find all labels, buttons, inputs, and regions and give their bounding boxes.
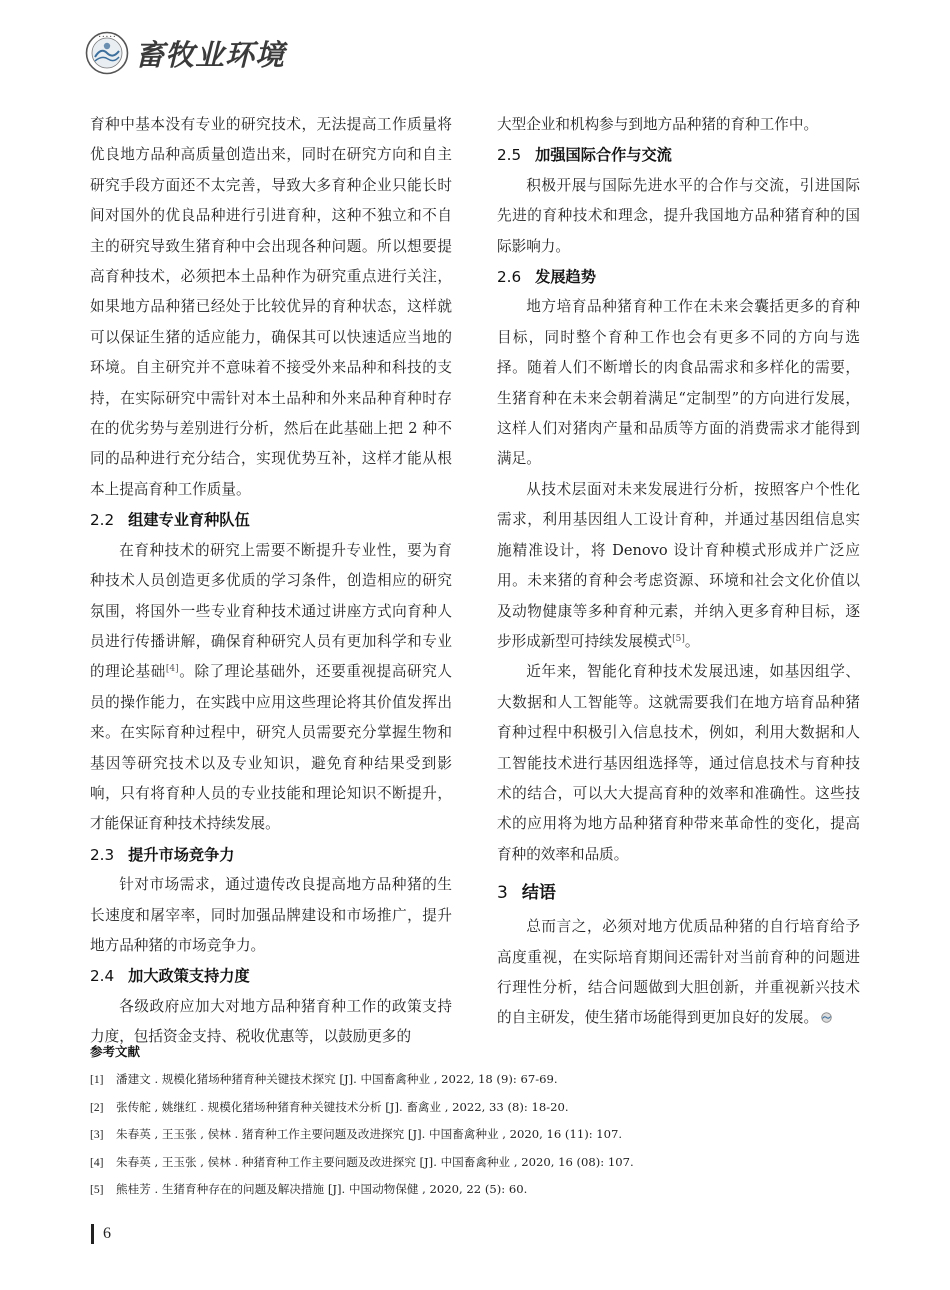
body-paragraph xyxy=(497,171,860,262)
journal-header xyxy=(85,30,285,76)
section-title: 发展趋势 xyxy=(535,268,596,287)
section-title: 结语 xyxy=(521,883,556,904)
reference-text: 熊桂芳 . 生猪育种存在的问题及解决措施 [J]. 中国动物保健 , 2020, 22 (5): 60. xyxy=(116,1182,528,1197)
reference-text: 张传舵 , 姚继红 . 规模化猪场种猪育种关键技术分析 [J]. 畜禽业 , 2022, 33 (8): 18-20. xyxy=(116,1099,569,1114)
body-paragraph xyxy=(497,110,860,140)
reference-item xyxy=(90,1066,870,1094)
paragraph-text: 在育种技术的研究上需要不断提升专业性，要为育种技术人员创造更多优质的学习条件，创造相应的研究氛围，将国外一些专业育种技术通过讲座方式向育种人员进行传播讲解，确保育种研究人员有更加科学和专业的理论基础 xyxy=(90,541,452,681)
paragraph-text: 各级政府应加大对地方品种猪育种工作的政策支持力度，包括资金支持、税收优惠等，以鼓励更多的 xyxy=(90,997,452,1046)
section-number: 2.2 xyxy=(90,511,115,530)
section-number: 2.3 xyxy=(90,845,115,864)
reference-item xyxy=(90,1121,870,1149)
body-paragraph xyxy=(90,110,452,505)
references-section xyxy=(90,1042,870,1204)
reference-item xyxy=(90,1176,870,1204)
paragraph-text: 大型企业和机构参与到地方品种猪的育种工作中。 xyxy=(497,116,819,133)
section-number: 2.6 xyxy=(497,268,522,287)
citation-marker[interactable]: [5] xyxy=(672,633,685,644)
reference-text: 朱春英 , 王玉张 , 侯林 . 猪育种工作主要问题及改进探究 [J]. 中国畜禽种业 , 2020, 16 (11): 107. xyxy=(116,1127,623,1142)
section-title: 组建专业育种队伍 xyxy=(128,511,250,530)
references-list xyxy=(90,1066,870,1204)
section-heading xyxy=(497,876,860,910)
paragraph-text: 。 xyxy=(684,632,700,650)
paragraph-text: 积极开展与国际先进水平的合作与交流，引进国际先进的育种技术和理念，提升我国地方品种猪育种的国际影响力。 xyxy=(497,176,860,255)
end-of-article-icon xyxy=(821,1012,832,1023)
section-heading xyxy=(90,505,452,535)
body-paragraph xyxy=(497,657,860,870)
section-number: 2.5 xyxy=(497,146,522,165)
reference-text: 潘建文 . 规模化猪场种猪育种关键技术探究 [J]. 中国畜禽种业 , 2022, 18 (9): 67-69. xyxy=(116,1072,558,1086)
section-number: 3 xyxy=(497,883,508,904)
paragraph-text: 从技术层面对未来发展进行分析，按照客户个性化需求，利用基因组人工设计育种，并通过基因组信息实施精准设计，将 Denovo 设计育种模式形成并广泛应用。未来猪的育种会考虑资源、环境和社会文化价值以及动物健康等多种育种元素，并纳入更多育种目标，逐步形成新型可持续发展模式 xyxy=(497,480,860,650)
right-column xyxy=(497,110,860,1034)
section-title: 加强国际合作与交流 xyxy=(535,146,672,165)
section-title: 加大政策支持力度 xyxy=(128,967,250,986)
section-heading xyxy=(497,140,860,170)
paragraph-text: 近年来，智能化育种技术发展迅速，如基因组学、大数据和人工智能等。这就需要我们在地方培育品种猪育种过程中积极引入信息技术，例如，利用大数据和人工智能技术进行基因组选择等，通过信息技术与育种技术的结合，可以大大提高育种的效率和准确性。这些技术的应用将为地方品种猪育种带来革命性的变化，提高育种的效率和品质。 xyxy=(497,663,860,863)
section-heading xyxy=(497,262,860,292)
section-heading xyxy=(90,840,452,870)
page-number-block xyxy=(91,1222,111,1246)
reference-number: [4] xyxy=(90,1155,104,1169)
svg-text:• • • • •: • • • • • xyxy=(98,33,116,39)
section-number: 2.4 xyxy=(90,967,115,986)
journal-name: 畜牧业环境 xyxy=(135,37,286,72)
reference-number: [1] xyxy=(90,1073,104,1086)
reference-item xyxy=(90,1149,870,1177)
reference-text: 朱春英 , 王玉张 , 侯林 . 种猪育种工作主要问题及改进探究 [J]. 中国畜禽种业 , 2020, 16 (08): 107. xyxy=(116,1154,634,1169)
section-title: 提升市场竞争力 xyxy=(128,845,235,864)
body-paragraph xyxy=(497,912,860,1034)
references-title: 参考文献 xyxy=(90,1044,141,1059)
paragraph-text: 总而言之，必须对地方优质品种猪的自行培育给予高度重视，在实际培育期间还需针对当前育种的问题进行理性分析，结合问题做到大胆创新，并重视新兴技术的自主研发，使生猪市场能得到更加良好的发展。 xyxy=(497,918,860,1027)
reference-number: [2] xyxy=(90,1100,104,1114)
body-paragraph xyxy=(497,475,860,657)
paragraph-text: 针对市场需求，通过遗传改良提高地方品种猪的生长速度和屠宰率，同时加强品牌建设和市场推广，提升地方品种猪的市场竞争力。 xyxy=(90,876,452,954)
reference-item xyxy=(90,1094,870,1122)
reference-number: [3] xyxy=(90,1128,104,1142)
section-heading xyxy=(90,961,452,991)
body-paragraph xyxy=(497,292,860,474)
paragraph-text: 育种中基本没有专业的研究技术，无法提高工作质量将优良地方品种高质量创造出来，同时在研究方向和自主研究手段方面还不太完善，导致大多育种企业只能长时间对国外的优良品种进行引进育种，这种不独立和不自主的研究导致生猪育种中会出现各种问题。所以想要提高育种技术，必须把本土品种作为研究重点进行关注，如果地方品种猪已经处于比较优异的育种状态，这样就可以保证生猪的适应能力，确保其可以快速适应当地的环境。自主研究并不意味着不接受外来品种和科技的支持，在实际研究中需针对本土品种和外来品种育种时存在的优劣势与差别进行分析，然后在此基础上把 2 种不同的品种进行充分结合，实现优势互补，这样才能从根本上提高育种工作质量。 xyxy=(90,116,452,498)
citation-marker[interactable]: [4] xyxy=(165,664,179,675)
body-paragraph xyxy=(90,536,452,840)
paragraph-text: 地方培育品种猪育种工作在未来会囊括更多的育种目标，同时整个育种工作也会有更多不同的方向与选择。随着人们不断增长的肉食品需求和多样化的需要，生猪育种在未来会朝着满足“定制型”的方向进行发展，这样人们对猪肉产量和品质等方面的消费需求才能得到满足。 xyxy=(497,298,860,468)
paragraph-text: 。除了理论基础外，还要重视提高研究人员的操作能力，在实践中应用这些理论将其价值发挥出来。在实际育种过程中，研究人员需要充分掌握生物和基因等研究技术以及专业知识，避免育种结果受到影响，只有将育种人员的专业技能和理论知识不断提升，才能保证育种技术持续发展。 xyxy=(90,663,452,833)
reference-number: [5] xyxy=(90,1183,104,1197)
left-column xyxy=(90,110,452,1053)
journal-seal-logo xyxy=(85,31,129,75)
page-number-bar xyxy=(91,1224,94,1244)
body-paragraph xyxy=(90,870,452,961)
page-number: 6 xyxy=(103,1225,111,1242)
